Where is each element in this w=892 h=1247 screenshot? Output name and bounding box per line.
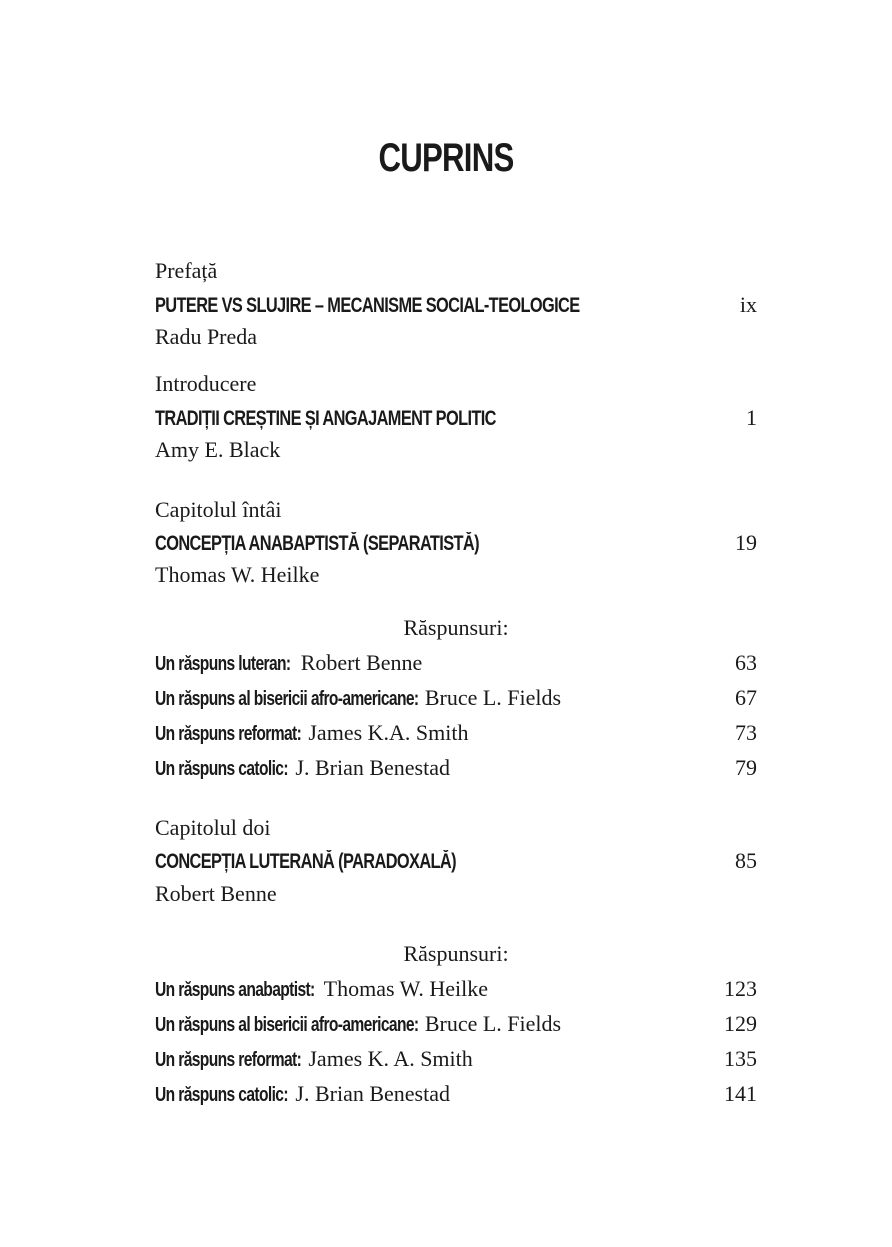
chapter1-page: 19	[735, 530, 757, 555]
response-page: 129	[724, 1011, 757, 1036]
response-type: Un răspuns al bisericii afro-americane:	[155, 688, 419, 710]
toc-entry-response[interactable]	[155, 685, 757, 715]
chapter2-page: 85	[735, 848, 757, 873]
response-page: 79	[735, 755, 757, 780]
response-page: 141	[724, 1081, 757, 1106]
response-type: Un răspuns catolic:	[155, 1084, 288, 1106]
chapter2-label: Capitolul doi	[155, 815, 271, 840]
response-author: Thomas W. Heilke	[323, 976, 489, 1001]
toc-entry-response[interactable]	[155, 1046, 757, 1076]
response-author: Robert Benne	[300, 650, 423, 675]
toc-entry-chapter2[interactable]	[155, 848, 757, 878]
response-author: James K. A. Smith	[308, 1046, 473, 1071]
preface-label: Prefață	[155, 258, 218, 283]
response-type: Un răspuns reformat:	[155, 1049, 302, 1071]
response-type: Un răspuns al bisericii afro-americane:	[155, 1014, 419, 1036]
response-page: 63	[735, 650, 757, 675]
response-author: J. Brian Benestad	[295, 755, 450, 780]
response-page: 73	[735, 720, 757, 745]
toc-entry-intro[interactable]	[155, 405, 757, 435]
toc-entry-response[interactable]	[155, 755, 757, 785]
chapter1-author: Thomas W. Heilke	[155, 562, 320, 587]
response-type: Un răspuns luteran:	[155, 653, 291, 675]
response-author: Bruce L. Fields	[424, 685, 562, 710]
toc-entry-preface[interactable]	[155, 292, 757, 322]
toc-entry-chapter1[interactable]	[155, 530, 757, 560]
response-author: J. Brian Benestad	[295, 1081, 450, 1106]
toc-entry-response[interactable]	[155, 1081, 757, 1111]
preface-author: Radu Preda	[155, 324, 258, 349]
response-author: Bruce L. Fields	[424, 1011, 562, 1036]
response-page: 67	[735, 685, 757, 710]
chapter2-heading: CONCEPȚIA LUTERANĂ (PARADOXALĂ)	[155, 850, 456, 873]
response-page: 123	[724, 976, 757, 1001]
toc-entry-response[interactable]	[155, 976, 757, 1006]
toc-entry-response[interactable]	[155, 1011, 757, 1041]
chapter2-author: Robert Benne	[155, 881, 277, 906]
intro-page: 1	[746, 405, 757, 430]
preface-page: ix	[739, 292, 757, 317]
chapter1-label: Capitolul întâi	[155, 497, 282, 522]
chapter2-responses-label: Răspunsuri:	[403, 941, 509, 966]
page-title: CUPRINS	[378, 136, 514, 180]
response-page: 135	[724, 1046, 757, 1071]
intro-label: Introducere	[155, 371, 257, 396]
preface-heading: PUTERE VS SLUJIRE – MECANISME SOCIAL-TEOLOGICE	[155, 294, 580, 317]
toc-entry-response[interactable]	[155, 650, 757, 680]
intro-author: Amy E. Black	[155, 437, 281, 462]
response-type: Un răspuns anabaptist:	[155, 979, 315, 1001]
response-type: Un răspuns reformat:	[155, 723, 302, 745]
response-author: James K.A. Smith	[308, 720, 469, 745]
chapter1-responses-label: Răspunsuri:	[403, 615, 509, 640]
response-type: Un răspuns catolic:	[155, 758, 288, 780]
chapter1-heading: CONCEPȚIA ANABAPTISTĂ (SEPARATISTĂ)	[155, 532, 479, 555]
intro-heading: TRADIȚII CREȘTINE ȘI ANGAJAMENT POLITIC	[155, 407, 496, 430]
toc-entry-response[interactable]	[155, 720, 757, 750]
